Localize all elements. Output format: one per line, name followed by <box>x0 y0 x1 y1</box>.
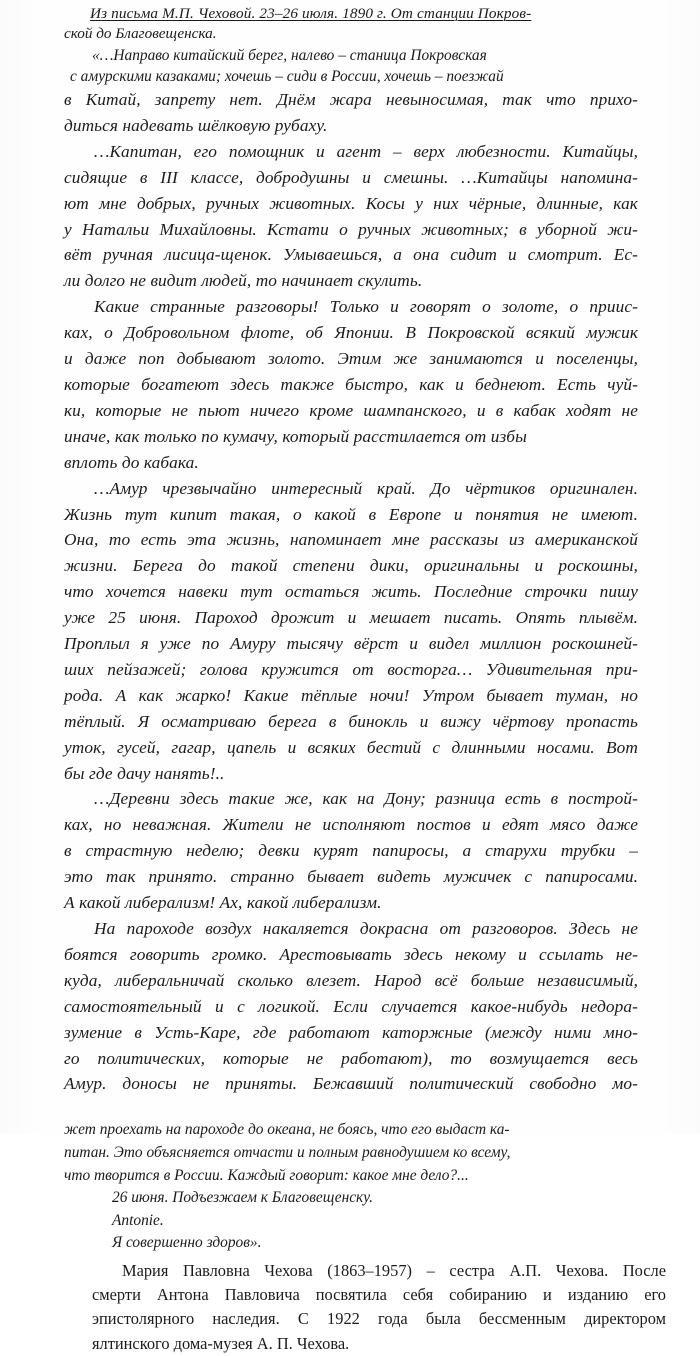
lead-line-1: «…Направо китайский берег, налево – станица Покровская <box>92 47 487 64</box>
paragraph-5 <box>64 786 638 916</box>
text-line <box>64 994 638 1020</box>
line-text: это так принято. странно бывает видеть мужичек с папиросами. <box>64 867 638 887</box>
line-text: жизни. Берега до такой степени дики, оригинальны и роскошны, <box>64 556 638 576</box>
line-text: Мария Павловна Чехова (1863–1957) – сестра А.П. Чехова. После <box>122 1260 666 1280</box>
text-line <box>64 424 638 450</box>
line-text: что творится в России. Каждый говорит: какое мне дело?... <box>64 1166 469 1184</box>
text-line <box>64 864 638 890</box>
signature-block <box>64 1187 638 1255</box>
text-line <box>64 113 638 139</box>
text-line <box>64 242 638 268</box>
signature-closing: Я совершенно здоров». <box>112 1234 262 1252</box>
text-line <box>64 268 638 294</box>
line-text: Она, то есть эта жизнь, напоминает мне рассказы из американской <box>64 530 638 550</box>
line-text: ках, но неважная. Жители не исполняют постов и едят мясо даже <box>64 815 638 835</box>
line-text: что хочется навеки тут остаться жить. Последние строчки пишу <box>64 582 638 602</box>
text-line <box>64 786 638 812</box>
line-text: ялтинского дома-музея А. П. Чехова. <box>92 1333 350 1353</box>
text-line <box>64 1307 666 1331</box>
line-text: эпистолярного наследия. С 1922 года была бессменным директором <box>92 1309 666 1329</box>
text-line <box>64 139 638 165</box>
text-line <box>64 942 638 968</box>
text-line <box>64 1259 666 1283</box>
text-line <box>64 1283 666 1307</box>
letter-heading-line-1: Из письма М.П. Чеховой. 23–26 июля. 1890 г. От станции Покров- <box>90 5 532 22</box>
page-content <box>64 0 666 1356</box>
text-line <box>64 476 638 502</box>
text-line <box>64 165 638 191</box>
letter-lead <box>64 45 638 87</box>
paragraph-4 <box>64 476 638 787</box>
line-text: зумение в Усть-Каре, где работают каторжные (между ними мно- <box>64 1022 638 1042</box>
line-text: А какой либерализм! Ах, какой либерализм. <box>64 893 382 913</box>
line-text: го политических, которые не работают), то возмущается весь <box>64 1048 638 1068</box>
line-text: боятся говорить громко. Арестовывать здесь некому и ссылать не- <box>64 944 638 964</box>
text-line <box>64 1071 638 1097</box>
text-line <box>64 579 638 605</box>
line-text: Какие странные разговоры! Только и говорят о золоте, о приис- <box>94 297 638 317</box>
text-line <box>64 631 638 657</box>
text-line <box>64 1119 638 1142</box>
signature-date: 26 июня. Подъезжаем к Благовещенску. <box>112 1189 373 1207</box>
text-line <box>64 191 638 217</box>
line-text: ют мне добрых, ручных животных. Косы у них чёрные, длинные, как <box>64 193 638 213</box>
line-text: самостоятельный и с логикой. Если случается какое-нибудь недора- <box>64 996 638 1016</box>
line-text: и даже поп добывают золото. Этим же занимаются и поселенцы, <box>64 349 638 369</box>
letter-heading-line-2-wrap <box>64 24 638 44</box>
text-line <box>64 735 638 761</box>
line-text: уток, гусей, гагар, цапель и всяких бестий с длинными носами. Вот <box>64 737 638 757</box>
line-text: …Капитан, его помощник и агент – верх любезности. Китайцы, <box>94 141 638 161</box>
text-line <box>64 709 638 735</box>
line-text: …Деревни здесь такие же, как на Дону; разница есть в построй- <box>94 789 638 809</box>
line-text: ших пейзажей; голова кружится от восторга… Удивительная при- <box>64 659 638 679</box>
paragraph-2 <box>64 139 638 294</box>
line-text: Амур. доносы не приняты. Бежавший политический свободно мо- <box>64 1074 638 1094</box>
text-line <box>64 217 638 243</box>
text-line <box>64 683 638 709</box>
line-text: уже 25 июня. Пароход дрожит и мешает писать. Опять плывём. <box>64 608 638 628</box>
line-text: иначе, как только по кумачу, который расстилается от избы <box>64 426 527 446</box>
paragraph-6 <box>64 916 638 1097</box>
signature-name: Antonie. <box>112 1211 164 1229</box>
text-line <box>64 398 638 424</box>
page-break-gap <box>64 1097 638 1119</box>
line-text: тёплый. Я осматриваю берега в бинокль и вижу чёртову пропасть <box>64 711 638 731</box>
continuation-block <box>64 1119 638 1187</box>
text-line <box>64 346 638 372</box>
text-line <box>64 450 638 476</box>
line-text: жет проехать на пароходе до океана, не боясь, что его выдаст ка- <box>64 1121 510 1139</box>
text-line <box>64 605 638 631</box>
text-line <box>64 320 638 346</box>
line-text: которые богатеют здесь также быстро, как и беднеют. Есть чуй- <box>64 374 638 394</box>
line-text: ки, которые не пьют ничего кроме шампанского, и в кабак ходят не <box>64 400 638 420</box>
line-text: в Китай, запрету нет. Днём жара невыносимая, так что прихо- <box>64 90 638 109</box>
line-text: питан. Это объясняется отчасти и полным равнодушием ко всему, <box>64 1143 511 1161</box>
text-line <box>64 761 638 787</box>
line-text: вёт ручная лисица-щенок. Умываешься, а она сидит и смотрит. Ес- <box>64 245 638 265</box>
text-line <box>64 553 638 579</box>
letter-heading <box>64 0 638 24</box>
line-text: …Амур чрезвычайно интересный край. До чёртиков оригинален. <box>94 478 638 498</box>
line-text: в страстную неделю; девки курят папиросы, а старухи трубки – <box>64 841 638 861</box>
line-text: ли долго не видит людей, то начинает скулить. <box>64 271 423 291</box>
text-line <box>64 657 638 683</box>
text-line <box>64 1165 638 1188</box>
line-text: диться надевать шёлковую рубаху. <box>64 115 328 135</box>
text-line <box>64 527 638 553</box>
text-line <box>64 968 638 994</box>
text-line <box>64 812 638 838</box>
text-line <box>64 502 638 528</box>
line-text: куда, либеральничай сколько влезет. Народ всё больше независимый, <box>64 970 638 990</box>
text-line <box>64 372 638 398</box>
line-text: На пароходе воздух накаляется докрасна от разговоров. Здесь не <box>94 919 638 938</box>
line-text: Проплыл я уже по Амуру тысячу вёрст и видел миллион роскошней- <box>64 634 638 654</box>
line-text: бы где дачу нанять!.. <box>64 763 225 783</box>
line-text: Жизнь тут кипит такая, о какой в Европе и понятия не имеют. <box>64 504 638 524</box>
text-line <box>64 916 638 942</box>
text-line <box>64 87 638 113</box>
biography-note <box>64 1259 666 1356</box>
text-line <box>64 1142 638 1165</box>
text-line <box>64 294 638 320</box>
text-line <box>64 1332 638 1356</box>
text-line <box>64 1046 638 1072</box>
line-text: смерти Антона Павловича посвятила себя собиранию и изданию его <box>92 1285 666 1305</box>
text-line <box>64 890 638 916</box>
paragraph-1 <box>64 87 638 139</box>
letter-heading-line-2: ской до Благовещенска. <box>64 25 217 42</box>
lead-line-2: с амурскими казаками; хочешь – сиди в России, хочешь – поезжай <box>70 68 504 85</box>
text-line <box>64 1020 638 1046</box>
paragraph-3 <box>64 294 638 475</box>
line-text: рода. А как жарко! Какие тёплые ночи! Утром бывает туман, но <box>64 685 638 705</box>
line-text: вплоть до кабака. <box>64 452 199 472</box>
text-line <box>64 838 638 864</box>
line-text: сидящие в III классе, добродушны и смешны. …Китайцы напомина- <box>64 167 638 187</box>
line-text: у Натальи Михайловны. Кстати о ручных животных; в уборной жи- <box>64 219 638 239</box>
line-text: ках, о Добровольном флоте, об Японии. В Покровской всякий мужик <box>64 323 638 343</box>
